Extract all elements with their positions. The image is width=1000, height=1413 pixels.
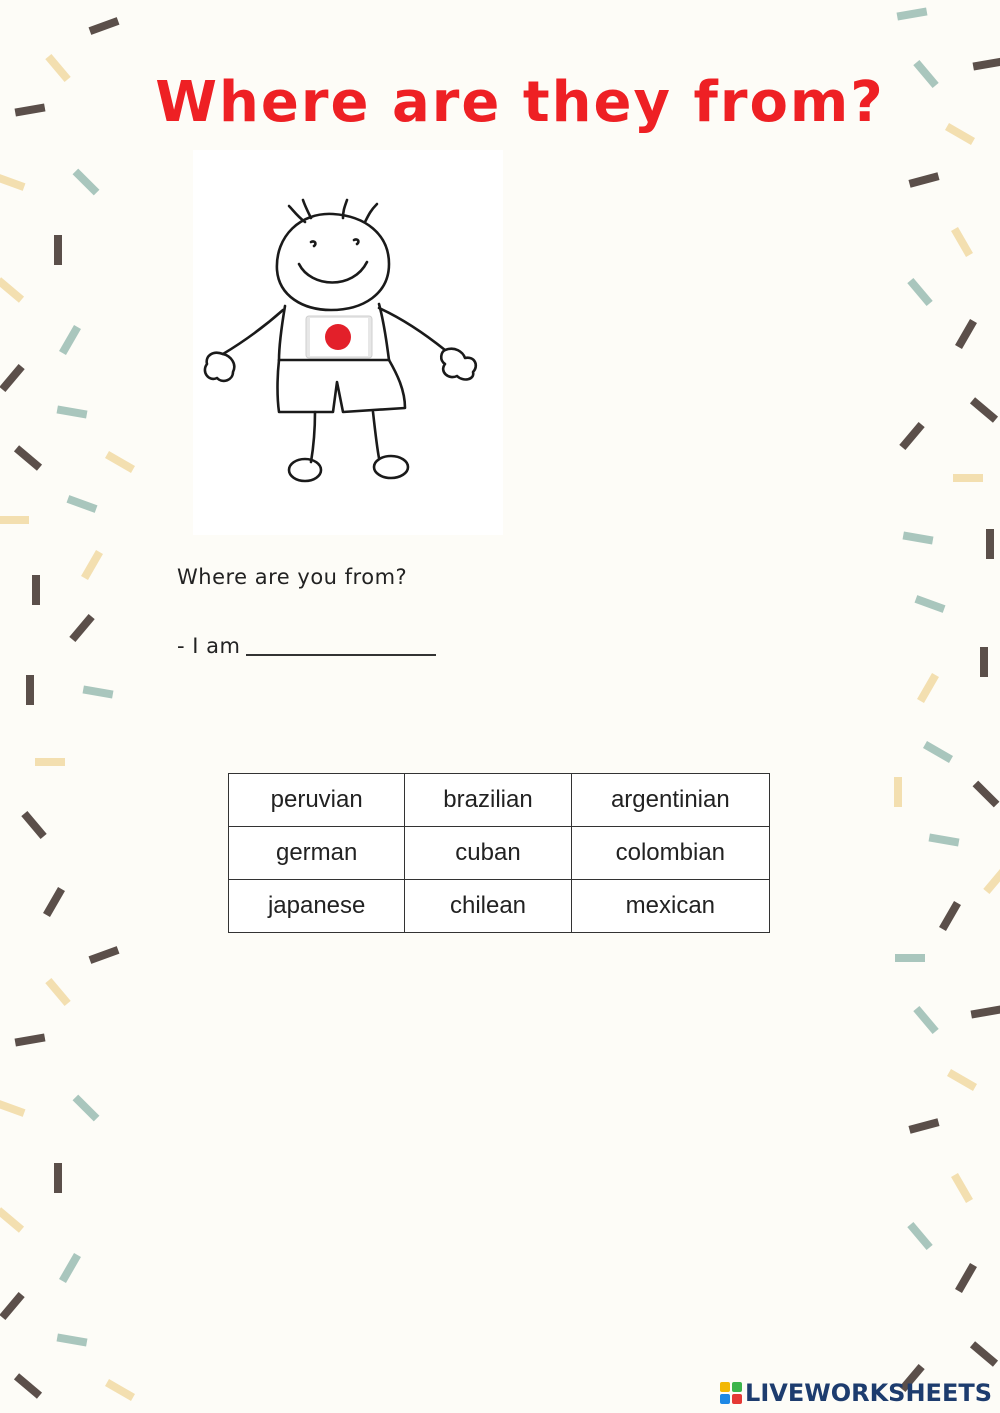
- confetti-dash: [0, 1207, 24, 1232]
- confetti-dash: [971, 1005, 1000, 1018]
- confetti-dash: [32, 575, 40, 605]
- confetti-dash: [980, 647, 988, 677]
- confetti-dash: [54, 1163, 62, 1193]
- confetti-dash: [0, 173, 25, 191]
- confetti-dash: [43, 887, 65, 917]
- confetti-dash: [89, 946, 120, 964]
- confetti-dash: [83, 685, 114, 698]
- confetti-dash: [89, 17, 120, 35]
- answer-blank-input[interactable]: [246, 634, 436, 656]
- stick-figure-boy-icon: [193, 150, 503, 535]
- confetti-dash: [105, 451, 135, 473]
- confetti-dash: [14, 1373, 42, 1398]
- confetti-dash: [929, 833, 960, 846]
- word-cell: peruvian: [229, 774, 405, 827]
- confetti-dash: [57, 1333, 88, 1346]
- confetti-dash: [973, 57, 1000, 70]
- boy-illustration: [193, 150, 503, 535]
- confetti-dash: [970, 1341, 998, 1366]
- page-title: Where are they from?: [155, 70, 885, 135]
- logo-text: LIVEWORKSHEETS: [745, 1379, 992, 1407]
- word-cell: mexican: [571, 880, 769, 933]
- table-row: [229, 827, 770, 880]
- confetti-dash: [973, 781, 1000, 808]
- confetti-dash: [907, 1222, 932, 1250]
- confetti-dash: [939, 901, 961, 931]
- confetti-dash: [951, 1173, 973, 1203]
- word-cell: colombian: [571, 827, 769, 880]
- confetti-dash: [57, 405, 88, 418]
- word-cell: cuban: [405, 827, 571, 880]
- word-cell: japanese: [229, 880, 405, 933]
- confetti-dash: [955, 319, 977, 349]
- confetti-dash: [947, 1069, 977, 1091]
- confetti-dash: [35, 758, 65, 766]
- liveworksheets-logo[interactable]: [719, 1379, 992, 1407]
- confetti-dash: [953, 474, 983, 482]
- table-row: [229, 774, 770, 827]
- word-cell: argentinian: [571, 774, 769, 827]
- confetti-dash: [903, 531, 934, 544]
- confetti-dash: [21, 811, 46, 839]
- confetti-dash: [105, 1379, 135, 1401]
- confetti-dash: [54, 235, 62, 265]
- confetti-dash: [59, 1253, 81, 1283]
- confetti-dash: [59, 325, 81, 355]
- confetti-dash: [917, 673, 939, 703]
- confetti-dash: [81, 550, 103, 580]
- liveworksheets-logo-icon: [719, 1381, 743, 1405]
- confetti-dash: [15, 1033, 46, 1046]
- answer-line: [177, 634, 436, 658]
- confetti-dash: [983, 866, 1000, 894]
- confetti-dash: [915, 595, 946, 613]
- confetti-dash: [923, 741, 953, 763]
- confetti-dash: [951, 227, 973, 257]
- confetti-dash: [67, 495, 98, 513]
- confetti-dash: [0, 1292, 25, 1320]
- word-cell: brazilian: [405, 774, 571, 827]
- confetti-dash: [970, 397, 998, 422]
- confetti-dash: [0, 277, 24, 302]
- word-cell: chilean: [405, 880, 571, 933]
- question-text: Where are you from?: [177, 565, 408, 589]
- confetti-dash: [894, 777, 902, 807]
- answer-prefix: - I am: [177, 634, 241, 658]
- confetti-dash: [986, 529, 994, 559]
- word-cell: german: [229, 827, 405, 880]
- confetti-dash: [908, 1118, 939, 1133]
- confetti-dash: [0, 1099, 25, 1117]
- confetti-dash: [73, 1095, 100, 1122]
- japan-flag-icon: [306, 316, 372, 358]
- confetti-dash: [907, 278, 932, 306]
- confetti-dash: [908, 172, 939, 187]
- confetti-dash: [26, 675, 34, 705]
- confetti-dash: [0, 364, 25, 392]
- confetti-dash: [955, 1263, 977, 1293]
- table-row: [229, 880, 770, 933]
- confetti-dash: [899, 422, 924, 450]
- confetti-dash: [45, 978, 70, 1006]
- word-bank-table: [228, 773, 770, 933]
- confetti-dash: [0, 516, 29, 524]
- confetti-dash: [73, 169, 100, 196]
- confetti-dash: [69, 614, 94, 642]
- confetti-dash: [913, 1006, 938, 1034]
- confetti-dash: [14, 445, 42, 470]
- confetti-dash: [897, 7, 928, 20]
- confetti-dash: [895, 954, 925, 962]
